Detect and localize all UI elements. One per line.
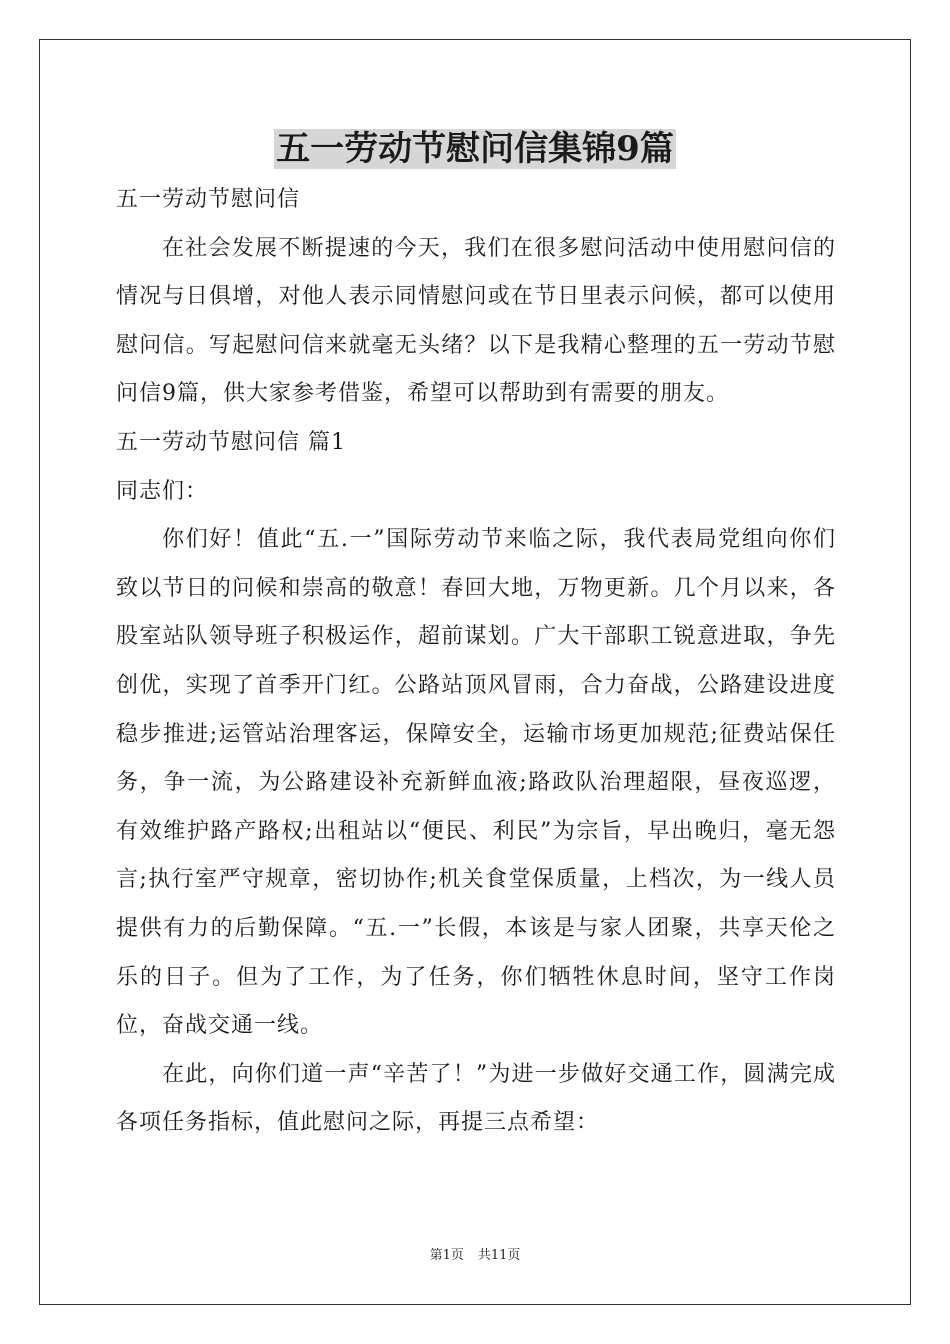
intro-paragraph: 在社会发展不断提速的今天，我们在很多慰问活动中使用慰问信的情况与日俱增，对他人表示同情慰问或在节日里表示问候，都可以使用慰问信。写起慰问信来就毫无头绪？以下是我精心整理的五一劳动节慰问信9篇，供大家参考借鉴，希望可以帮助到有需要的朋友。 <box>116 235 836 407</box>
salutation: 同志们： <box>116 478 209 504</box>
page-total: 共11页 <box>477 1248 521 1263</box>
body-paragraph: 在此，向你们道一声“辛苦了！”为进一步做好交通工作，圆满完成各项任务指标，值此慰问之际，再提三点希望： <box>116 1061 836 1136</box>
page-number: 第1页 <box>429 1248 464 1263</box>
body-paragraph: 你们好！值此“五.一”国际劳动节来临之际，我代表局党组向你们致以节日的问候和崇高的敬意！春回大地，万物更新。几个月以来，各股室站队领导班子积极运作，超前谋划。广大干部职工锐意进取，争先创优，实现了首季开门红。公路站顶风冒雨，合力奋战，公路建设进度稳步推进;运管站治理客运，保障安全，运输市场更加规范;征费站保任务，争一流，为公路建设补充新鲜血液;路政队治理超限，昼夜巡逻，有效维护路产路权;出租站以“便民、利民”为宗旨，早出晚归，毫无怨言;执行室严守规章，密切协作;机关食堂保质量，上档次，为一线人员提供有力的后勤保障。“五.一”长假，本该是与家人团聚，共享天伦之乐的日子。但为了工作，为了任务，你们牺牲休息时间，坚守工作岗位，奋战交通一线。 <box>116 527 836 1039</box>
letter-heading: 五一劳动节慰问信 篇1 <box>116 429 346 455</box>
page-footer <box>0 1247 950 1265</box>
section-heading: 五一劳动节慰问信 <box>116 187 301 212</box>
document-body <box>116 176 836 1148</box>
document-title-text: 五一劳动节慰问信集锦9篇 <box>276 129 674 169</box>
document-title <box>0 126 950 172</box>
